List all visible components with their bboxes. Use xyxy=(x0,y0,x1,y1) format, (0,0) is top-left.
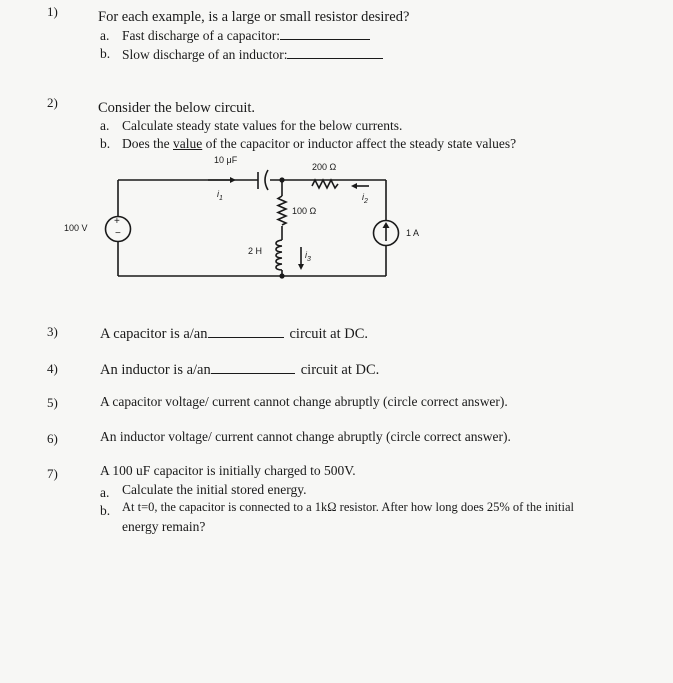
q2-a-label: a. xyxy=(100,118,110,133)
capacitor-label: 10 μF xyxy=(214,155,238,165)
current-source-arrowhead xyxy=(383,222,390,228)
q1-a-label: a. xyxy=(100,28,110,43)
q4-text-post: circuit at DC. xyxy=(300,362,380,378)
i1-arrowhead xyxy=(230,177,236,183)
q1-text: For each example, is a large or small resistor desired? xyxy=(98,9,410,25)
resistor-200-zigzag xyxy=(312,180,338,188)
q7-a-text: Calculate the initial stored energy. xyxy=(122,482,307,497)
q2-b-text-pre: Does the xyxy=(122,136,173,151)
junction-top xyxy=(279,177,284,182)
voltage-source-minus: − xyxy=(115,228,121,239)
q5-number: 5) xyxy=(47,395,58,410)
voltage-source-label: 100 V xyxy=(64,223,88,233)
q2-b-label: b. xyxy=(100,136,111,151)
q4-number: 4) xyxy=(47,361,58,376)
q2-a-text: Calculate steady state values for the below currents. xyxy=(122,118,403,133)
voltage-source-plus: + xyxy=(114,216,120,227)
resistor-200-label: 200 Ω xyxy=(312,162,337,172)
current-source-label: 1 A xyxy=(406,228,420,238)
i3-label: $i_3$ xyxy=(305,250,311,263)
q6-text: An inductor voltage/ current cannot change abruptly (circle correct answer). xyxy=(100,429,511,444)
i3-arrowhead xyxy=(298,264,304,270)
q7-b-label: b. xyxy=(100,503,111,518)
q4-text-pre: An inductor is a/an xyxy=(100,362,211,378)
q6-number: 6) xyxy=(47,431,58,446)
q2-number: 2) xyxy=(47,95,58,110)
i2-arrowhead xyxy=(351,183,357,189)
q2-b-text-post: of the capacitor or inductor affect the steady state values? xyxy=(202,136,517,151)
q1-number: 1) xyxy=(47,4,58,19)
resistor-100-label: 100 Ω xyxy=(292,206,317,216)
q4-blank xyxy=(211,361,295,374)
q1-a-text: Fast discharge of a capacitor: xyxy=(122,28,280,43)
q3-number: 3) xyxy=(47,324,58,339)
junction-bottom xyxy=(279,273,284,278)
q4-row xyxy=(100,361,379,379)
q7-text: A 100 uF capacitor is initially charged to 500V. xyxy=(100,463,356,478)
q2-text: Consider the below circuit. xyxy=(98,100,256,116)
inductor-coil xyxy=(276,240,282,270)
q1-b-text: Slow discharge of an inductor: xyxy=(122,47,288,62)
q7-b-text-cont: energy remain? xyxy=(122,519,206,534)
q3-row xyxy=(100,325,368,343)
inductor-label: 2 H xyxy=(248,246,263,256)
resistor-100-zigzag xyxy=(278,196,286,225)
q5-text: A capacitor voltage/ current cannot change abruptly (circle correct answer). xyxy=(100,394,508,409)
q3-text-pre: A capacitor is a/an xyxy=(100,326,208,342)
q2-b-text-underlined: value xyxy=(173,136,203,151)
q1-b-label: b. xyxy=(100,46,111,61)
q7-a-label: a. xyxy=(100,485,110,500)
q7-number: 7) xyxy=(47,466,58,481)
i2-label: $i_2$ xyxy=(362,192,368,205)
q7-b-text: At t=0, the capacitor is connected to a 1kΩ resistor. After how long does 25% of the initial xyxy=(122,500,574,514)
capacitor-plate-right xyxy=(265,170,268,190)
q3-text-post: circuit at DC. xyxy=(289,326,369,342)
q3-blank xyxy=(208,325,284,338)
i1-label: $i_1$ xyxy=(217,189,223,202)
